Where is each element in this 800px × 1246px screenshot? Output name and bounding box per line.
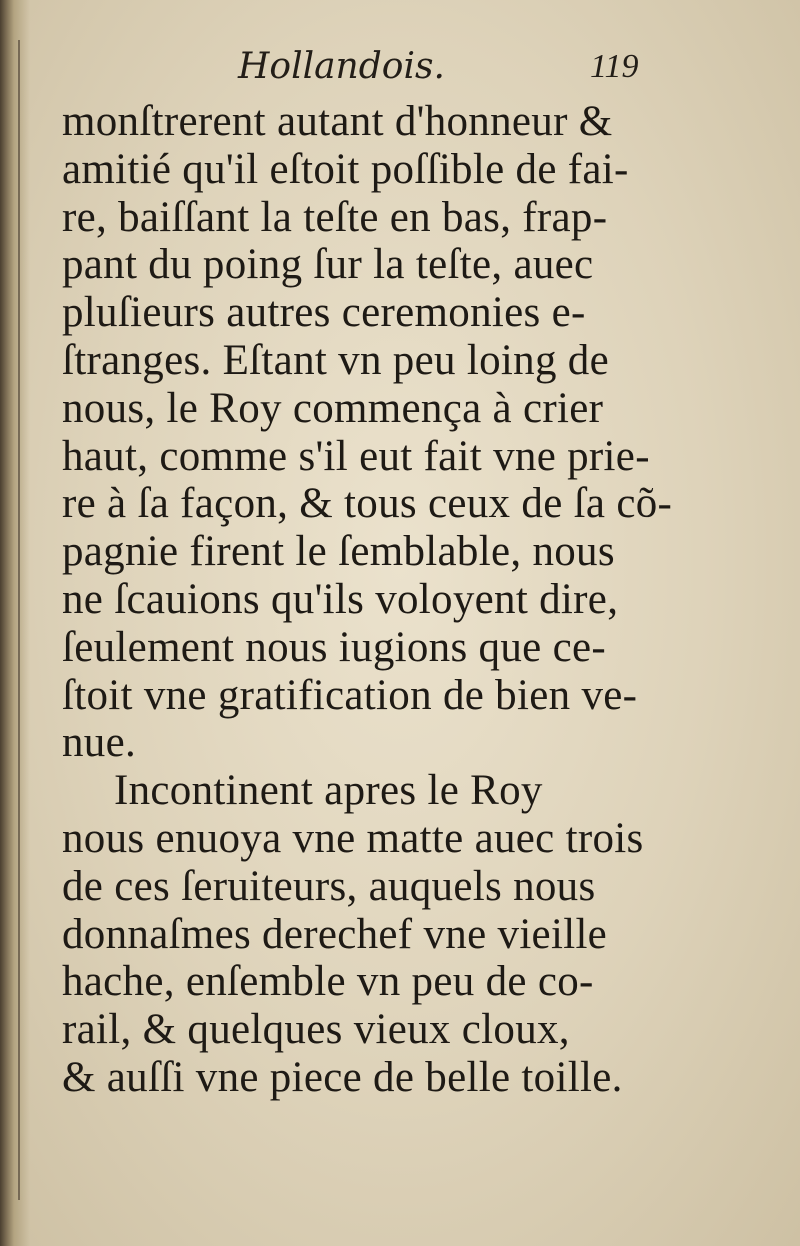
text-line: nue. [62,719,137,767]
text-line: re à ſa façon, & tous ceux de ſa cõ- [62,480,673,528]
text-line: ſtranges. Eſtant vn peu loing de [62,336,609,384]
text-line: rail, & quelques vieux cloux, [62,1006,570,1054]
running-title: Hollandois. [238,46,445,87]
text-line: & auſſi vne piece de belle toille. [62,1053,623,1101]
page-header [60,42,660,92]
text-line: hache, enſemble vn peu de co- [62,958,594,1006]
text-line: ſeulement nous iugions que ce- [62,623,606,671]
text-line: haut, comme s'il eut fait vne prie- [62,432,650,480]
text-line: nous enuoya vne matte auec trois [62,814,644,862]
text-line: re, baiſſant la teſte en bas, frap- [62,193,608,241]
body-text [62,98,673,1102]
text-line: amitié qu'il eſtoit poſſible de fai- [62,145,629,193]
text-line: ne ſcauions qu'ils voloyent dire, [62,575,619,623]
text-line: monſtrerent autant d'honneur & [62,98,613,145]
page-number: 119 [590,48,639,85]
binding-shadow-line [18,40,20,1200]
text-line: ſtoit vne gratification de bien ve- [62,671,638,719]
paragraph-start-line: Incontinent apres le Roy [114,767,543,815]
text-line: nous, le Roy commença à crier [62,384,604,432]
text-line: donnaſmes derechef vne vieille [62,910,608,958]
page-gutter [0,0,30,1246]
text-line: pant du poing ſur la teſte, auec [62,241,594,289]
text-line: pagnie firent le ſemblable, nous [62,528,615,576]
text-line: de ces ſeruiteurs, auquels nous [62,862,596,910]
text-line: pluſieurs autres ceremonies e- [62,289,586,337]
